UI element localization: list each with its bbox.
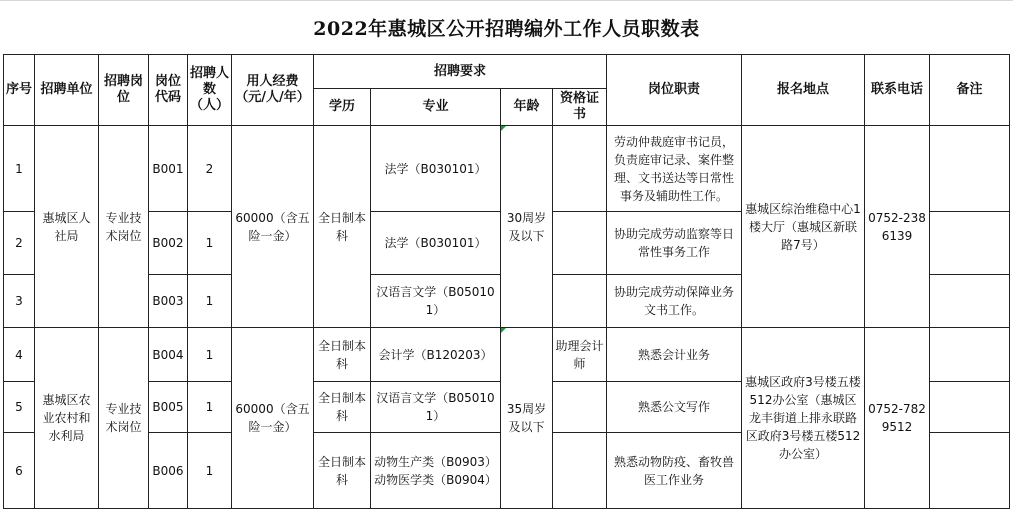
cell-duty: 熟悉会计业务 <box>607 328 742 382</box>
cell-unit: 惠城区人社局 <box>35 126 99 328</box>
cell-education: 全日制本科 <box>314 328 371 382</box>
cell-education: 全日制本科 <box>314 382 371 433</box>
header-position: 招聘岗位 <box>99 55 149 126</box>
cell-major: 法学（B030101） <box>371 126 501 212</box>
header-phone: 联系电话 <box>865 55 930 126</box>
cell-age: 30周岁及以下 <box>501 126 553 328</box>
cell-certificate <box>553 382 607 433</box>
cell-remarks <box>930 126 1010 212</box>
cell-duty: 熟悉公文写作 <box>607 382 742 433</box>
cell-funding: 60000（含五险一金） <box>232 328 314 509</box>
header-major: 专业 <box>371 89 501 126</box>
header-code: 岗位代码 <box>149 55 188 126</box>
cell-duty: 熟悉动物防疫、畜牧兽医工作业务 <box>607 433 742 509</box>
cell-seq: 2 <box>4 212 35 275</box>
cell-education: 全日制本科 <box>314 126 371 328</box>
cell-certificate: 助理会计师 <box>553 328 607 382</box>
header-count: 招聘人数（人） <box>188 55 232 126</box>
header-funding: 用人经费（元/人/年） <box>232 55 314 126</box>
cell-phone: 0752-2386139 <box>865 126 930 328</box>
cell-code: B006 <box>149 433 188 509</box>
cell-position: 专业技术岗位 <box>99 126 149 328</box>
cell-code: B004 <box>149 328 188 382</box>
cell-seq: 5 <box>4 382 35 433</box>
cell-code: B003 <box>149 275 188 328</box>
cell-major: 法学（B030101） <box>371 212 501 275</box>
header-seq: 序号 <box>4 55 35 126</box>
cell-count: 1 <box>188 212 232 275</box>
cell-remarks <box>930 382 1010 433</box>
cell-phone: 0752-7829512 <box>865 328 930 509</box>
cell-major: 动物生产类（B0903）动物医学类（B0904） <box>371 433 501 509</box>
table-row <box>4 126 1010 212</box>
cell-major: 汉语言文学（B050101） <box>371 275 501 328</box>
cell-certificate <box>553 212 607 275</box>
cell-position: 专业技术岗位 <box>99 328 149 509</box>
cell-seq: 4 <box>4 328 35 382</box>
cell-code: B005 <box>149 382 188 433</box>
cell-remarks <box>930 212 1010 275</box>
cell-count: 1 <box>188 433 232 509</box>
cell-remarks <box>930 328 1010 382</box>
cell-count: 1 <box>188 275 232 328</box>
cell-education: 全日制本科 <box>314 433 371 509</box>
table-row <box>4 328 1010 382</box>
cell-code: B002 <box>149 212 188 275</box>
cell-duty: 劳动仲裁庭审书记员，负责庭审记录、案件整理、文书送达等日常性事务及辅助性工作。 <box>607 126 742 212</box>
header-row <box>4 55 1010 89</box>
cell-major: 会计学（B120203） <box>371 328 501 382</box>
cell-duty: 协助完成劳动保障业务文书工作。 <box>607 275 742 328</box>
cell-location: 惠城区政府3号楼五楼512办公室（惠城区龙丰街道上排永联路区政府3号楼五楼512办公室） <box>742 328 865 509</box>
cell-unit: 惠城区农业农村和水利局 <box>35 328 99 509</box>
cell-count: 1 <box>188 328 232 382</box>
cell-certificate <box>553 433 607 509</box>
cell-seq: 1 <box>4 126 35 212</box>
cell-location: 惠城区综治维稳中心1楼大厅（惠城区新联路7号） <box>742 126 865 328</box>
cell-count: 1 <box>188 382 232 433</box>
cell-major: 汉语言文学（B050101） <box>371 382 501 433</box>
cell-seq: 6 <box>4 433 35 509</box>
header-duty: 岗位职责 <box>607 55 742 126</box>
cell-remarks <box>930 433 1010 509</box>
page-title: 2022年惠城区公开招聘编外工作人员职数表 <box>313 17 700 40</box>
cell-remarks <box>930 275 1010 328</box>
header-unit: 招聘单位 <box>35 55 99 126</box>
cell-seq: 3 <box>4 275 35 328</box>
header-remarks: 备注 <box>930 55 1010 126</box>
header-certificate: 资格证书 <box>553 89 607 126</box>
cell-code: B001 <box>149 126 188 212</box>
cell-certificate <box>553 126 607 212</box>
cell-funding: 60000（含五险一金） <box>232 126 314 328</box>
cell-duty: 协助完成劳动监察等日常性事务工作 <box>607 212 742 275</box>
header-age: 年龄 <box>501 89 553 126</box>
header-requirements: 招聘要求 <box>314 55 607 89</box>
header-education: 学历 <box>314 89 371 126</box>
cell-count: 2 <box>188 126 232 212</box>
cell-certificate <box>553 275 607 328</box>
cell-age: 35周岁及以下 <box>501 328 553 509</box>
header-location: 报名地点 <box>742 55 865 126</box>
positions-table <box>3 54 1010 509</box>
